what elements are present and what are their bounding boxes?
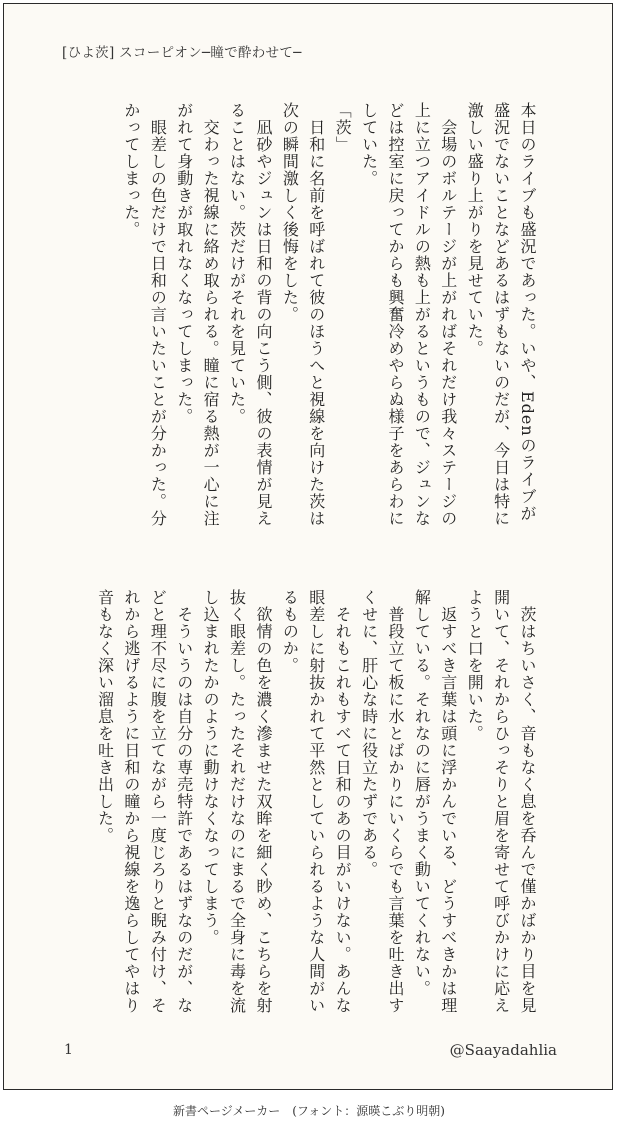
paragraph: 茨はちいさく、音もなく息を呑んで僅かばかり目を見開いて、それからひっそりと眉を寄せて呼びかけに応えようと口を開いた。 <box>465 589 537 1014</box>
paragraph: 交わった視線に絡め取られる。瞳に宿る熱が一心に注がれて身動きが取れなくなってしまった。 <box>174 102 221 527</box>
page-header-title: [ひよ茨] スコーピオン─瞳で酔わせて─ <box>62 45 302 61</box>
paragraph: そういうのは自分の専売特許であるはずなのだが、などと理不尽に腹を立てながら一度じろりと睨み付け、それから逃げるように日和の瞳から視線を逸らしてやはり音もなく深い溜息を吐き出した。 <box>95 589 194 1014</box>
page-number: 1 <box>64 1042 73 1058</box>
generator-credit: 新書ページメーカー (フォント：源暎こぶり明朝) <box>173 1104 445 1118</box>
paragraph: 欲情の色を濃く滲ませた双眸を細く眇め、こちらを射抜く眼差し。たったそれだけなのにまるで全身に毒を流し込まれたかのように動けなくなってしまう。 <box>201 589 273 1014</box>
top-text-block <box>50 102 540 532</box>
paragraph: 「茨」 <box>333 102 353 153</box>
paragraph: 眼差しの色だけで日和の言いたいことが分かった。分かってしまった。 <box>121 102 168 527</box>
book-page <box>3 3 613 1090</box>
paragraph: 日和に名前を呼ばれて彼のほうへと視線を向けた茨は次の瞬間激しく後悔をした。 <box>280 102 326 527</box>
paragraph: それもこれもすべて日和のあの目がいけない。あんな眼差しに射抜かれて平然としていられるような人間がいるものか。 <box>280 589 353 1014</box>
bottom-text-block <box>50 589 540 1019</box>
author-handle: @Saayadahlia <box>449 1041 557 1059</box>
paragraph: 会場のボルテージが上がればそれだけ我々ステージの上に立つアイドルの熱も上がるというもので、ジュンなどは控室に戻ってからも興奮冷めやらぬ様子をあらわにしていた。 <box>359 102 458 527</box>
paragraph: 普段立て板に水とばかりにいくらでも言葉を吐き出すくせに、肝心な時に役立たずである。 <box>359 589 405 1014</box>
paragraph: 凪砂やジュンは日和の背の向こう側、彼の表情が見えることはない。茨だけがそれを見ていた。 <box>227 102 273 527</box>
paragraph: 返すべき言葉は頭に浮かんでいる、どうすべきかは理解している。それなのに唇がうまく動いてくれない。 <box>412 589 458 1014</box>
paragraph: 本日のライブも盛況であった。いや、Edenのライブが盛況でないことなどあるはずもないのだが、今日は特に激しい盛り上がりを見せていた。 <box>465 102 537 527</box>
